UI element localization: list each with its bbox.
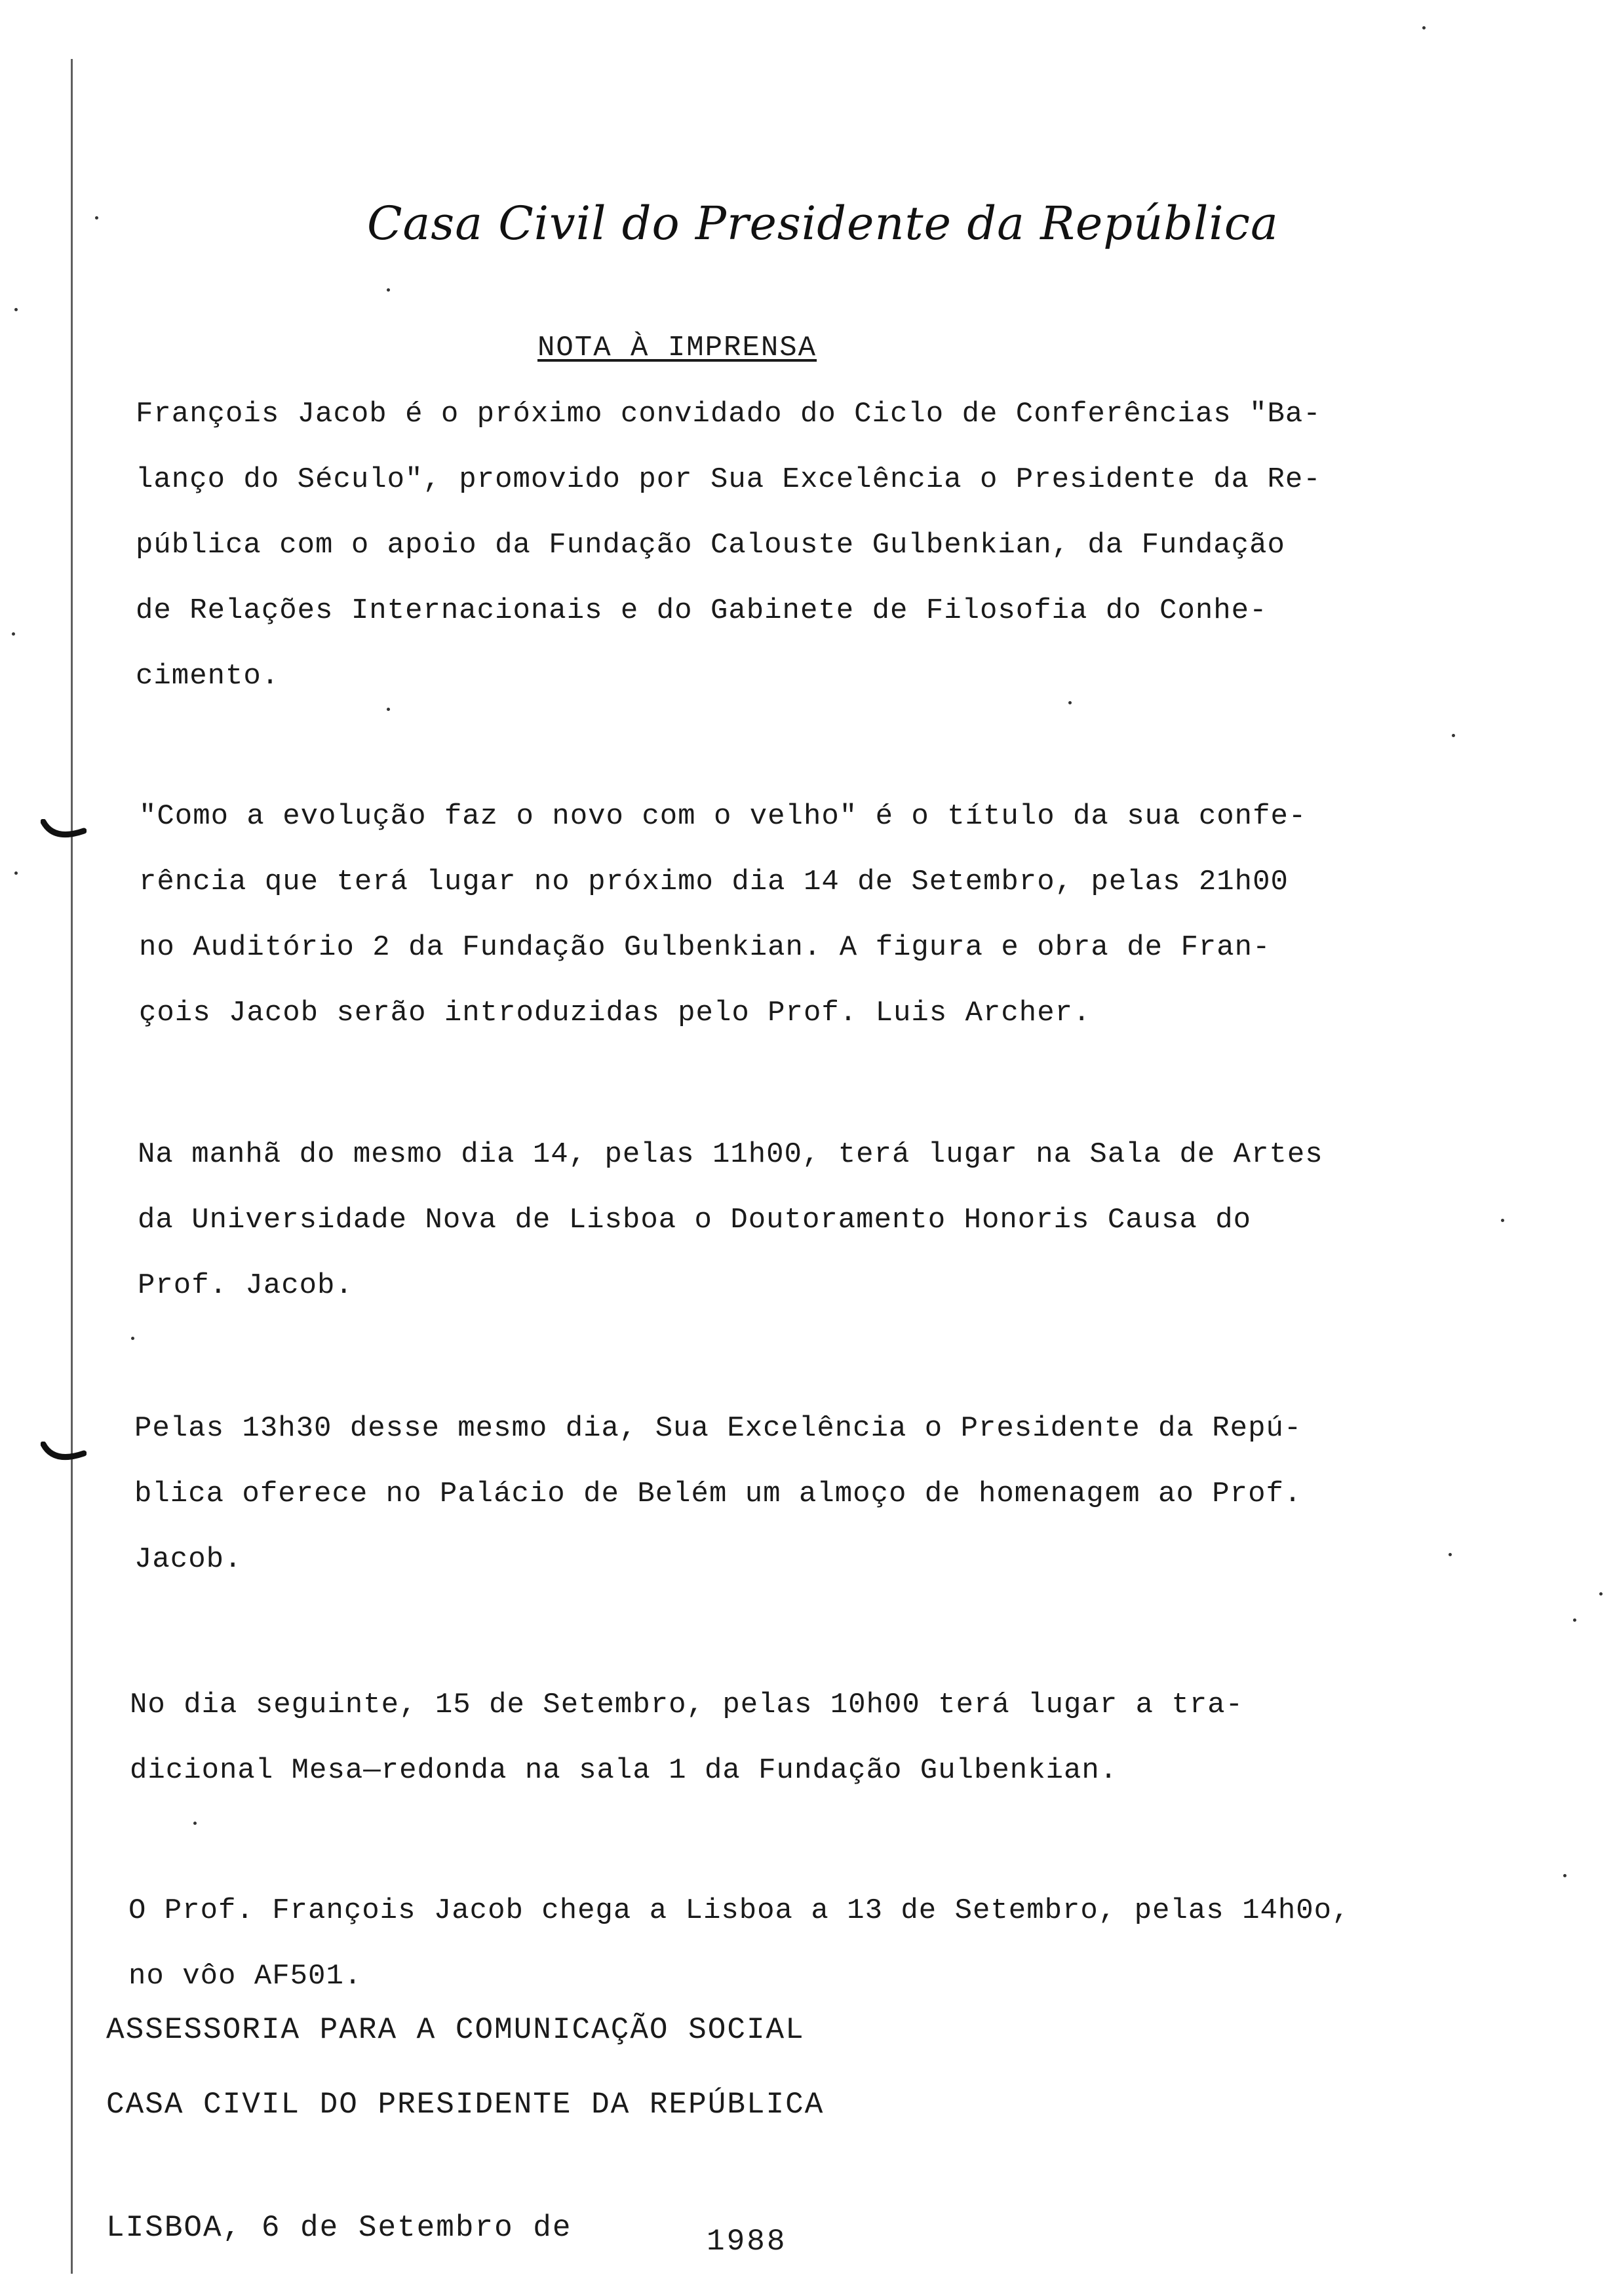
paragraph-1 xyxy=(136,381,1538,709)
footer-institution: CASA CIVIL DO PRESIDENTE DA REPÚBLICA xyxy=(106,2088,825,2122)
footer-year: 1988 xyxy=(707,2225,787,2259)
paragraph-5 xyxy=(130,1672,1532,1803)
paragraph-3 xyxy=(138,1122,1540,1318)
paragraph-line: cimento. xyxy=(136,660,280,693)
punch-hole-mark-lower xyxy=(41,1442,87,1464)
paragraph-line: François Jacob é o próximo convidado do Ciclo de Conferências "Ba- xyxy=(136,398,1321,430)
paragraph-line: dicional Mesa—redonda na sala 1 da Fundação Gulbenkian. xyxy=(130,1754,1118,1787)
binder-margin-line xyxy=(71,59,73,2274)
paragraph-line: No dia seguinte, 15 de Setembro, pelas 10h00 terá lugar a tra- xyxy=(130,1689,1244,1721)
paragraph-line: O Prof. François Jacob chega a Lisboa a 13 de Setembro, pelas 14h0o, xyxy=(128,1894,1350,1927)
paragraph-line: pública com o apoio da Fundação Calouste Gulbenkian, da Fundação xyxy=(136,529,1285,562)
letterhead: Casa Civil do Presidente da República xyxy=(367,197,1279,250)
paragraph-4 xyxy=(134,1396,1537,1592)
paragraph-line: Pelas 13h30 desse mesmo dia, Sua Excelência o Presidente da Repú- xyxy=(134,1412,1302,1445)
footer-office: ASSESSORIA PARA A COMUNICAÇÃO SOCIAL xyxy=(106,2013,805,2047)
paragraph-line: blica oferece no Palácio de Belém um almoço de homenagem ao Prof. xyxy=(134,1478,1302,1510)
paragraph-line: Na manhã do mesmo dia 14, pelas 11h00, terá lugar na Sala de Artes xyxy=(138,1138,1323,1171)
paragraph-line: lanço do Século", promovido por Sua Excelência o Presidente da Re- xyxy=(136,463,1321,496)
paragraph-line: "Como a evolução faz o novo com o velho" é o título da sua confe- xyxy=(139,800,1307,833)
footer-place-date: LISBOA, 6 de Setembro de xyxy=(106,2211,572,2245)
paragraph-line: çois Jacob serão introduzidas pelo Prof. Luis Archer. xyxy=(139,997,1091,1029)
paragraph-2 xyxy=(139,784,1542,1046)
paragraph-line: da Universidade Nova de Lisboa o Doutoramento Honoris Causa do xyxy=(138,1204,1252,1236)
paragraph-line: de Relações Internacionais e do Gabinete de Filosofia do Conhe- xyxy=(136,594,1268,627)
punch-hole-mark-upper xyxy=(41,819,87,841)
paragraph-6 xyxy=(128,1878,1531,2009)
paragraph-line: Prof. Jacob. xyxy=(138,1269,353,1302)
paragraph-line: Jacob. xyxy=(134,1543,243,1576)
paragraph-line: rência que terá lugar no próximo dia 14 de Setembro, pelas 21h00 xyxy=(139,866,1289,898)
paragraph-line: no Auditório 2 da Fundação Gulbenkian. A figura e obra de Fran- xyxy=(139,931,1271,964)
paragraph-line: no vôo AF501. xyxy=(128,1960,362,1993)
document-title: NOTA À IMPRENSA xyxy=(537,332,817,364)
